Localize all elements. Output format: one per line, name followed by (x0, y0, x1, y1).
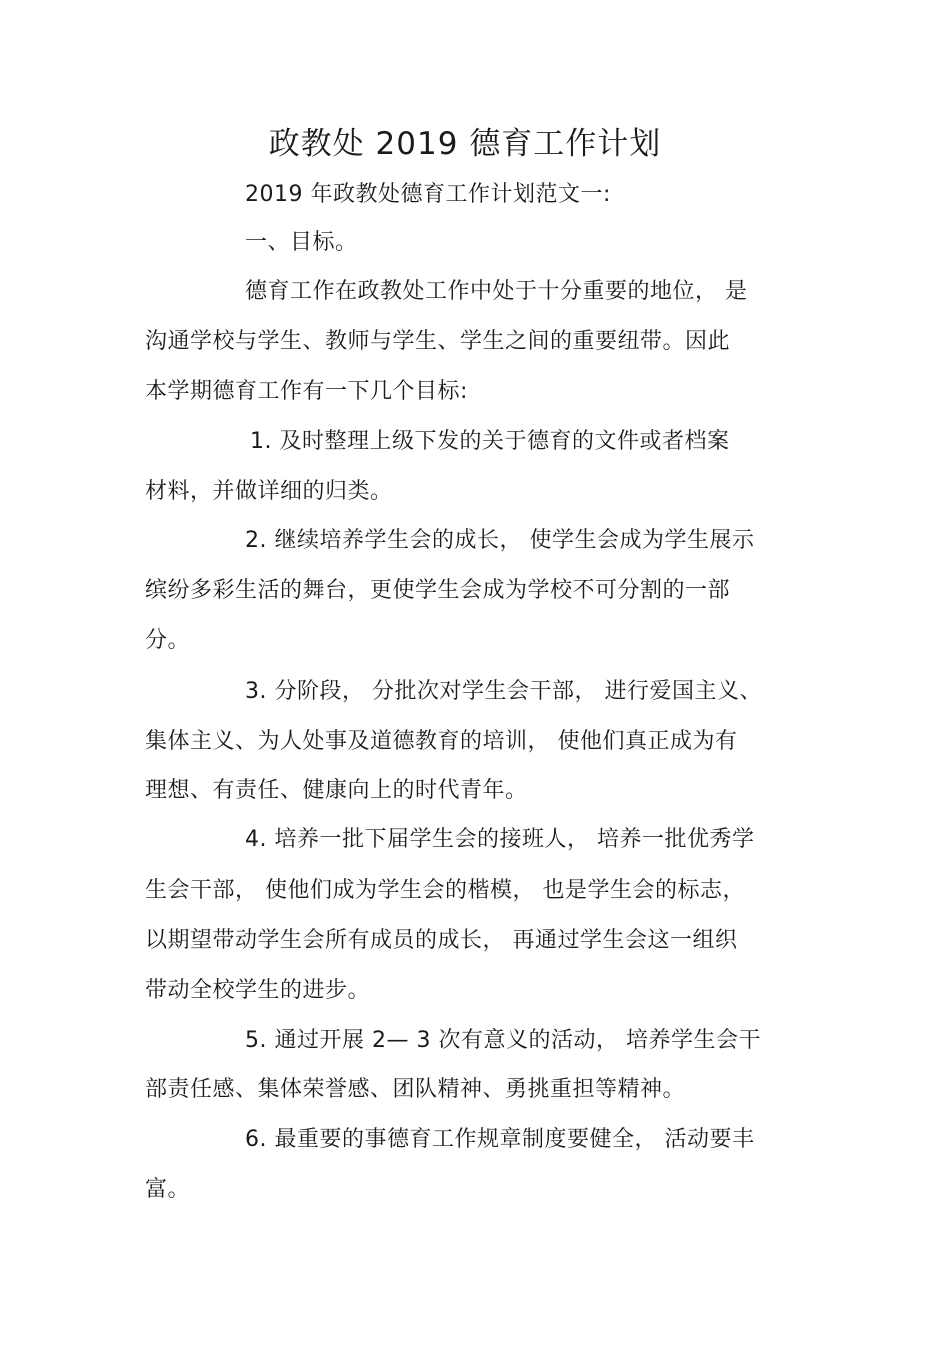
paragraph-line: 理想、有责任、健康向上的时代青年。 (145, 778, 528, 803)
paragraph-line: 2. 继续培养学生会的成长， 使学生会成为学生展示 (245, 528, 755, 553)
paragraph-line: 材料，并做详细的归类。 (145, 479, 393, 504)
paragraph-line: 3. 分阶段， 分批次对学生会干部， 进行爱国主义、 (245, 679, 762, 704)
paragraph-line: 缤纷多彩生活的舞台，更使学生会成为学校不可分割的一部 (145, 578, 731, 603)
paragraph-line: 6. 最重要的事德育工作规章制度要健全， 活动要丰 (245, 1127, 755, 1152)
section-heading: 一、目标。 (245, 230, 358, 255)
paragraph-line: 分。 (145, 628, 191, 653)
document-title: 政教处 2019 德育工作计划 (268, 126, 662, 162)
paragraph-line: 富。 (145, 1177, 191, 1202)
paragraph-line: 4. 培养一批下届学生会的接班人， 培养一批优秀学 (245, 827, 755, 852)
paragraph-line: 带动全校学生的进步。 (145, 978, 371, 1003)
paragraph-line: 德育工作在政教处工作中处于十分重要的地位， 是 (245, 279, 748, 304)
paragraph-line: 集体主义、为人处事及道德教育的培训， 使他们真正成为有 (145, 729, 738, 754)
paragraph-line: 1. 及时整理上级下发的关于德育的文件或者档案 (250, 429, 730, 454)
document-subtitle: 2019 年政教处德育工作计划范文一: (245, 182, 611, 207)
paragraph-line: 5. 通过开展 2— 3 次有意义的活动， 培养学生会干 (245, 1028, 761, 1053)
paragraph-line: 以期望带动学生会所有成员的成长， 再通过学生会这一组织 (145, 928, 738, 953)
paragraph-line: 部责任感、集体荣誉感、团队精神、勇挑重担等精神。 (145, 1077, 686, 1102)
paragraph-line: 本学期德育工作有一下几个目标: (145, 379, 468, 404)
paragraph-line: 沟通学校与学生、教师与学生、学生之间的重要纽带。因此 (145, 329, 731, 354)
paragraph-line: 生会干部， 使他们成为学生会的楷模， 也是学生会的标志， (145, 878, 745, 903)
